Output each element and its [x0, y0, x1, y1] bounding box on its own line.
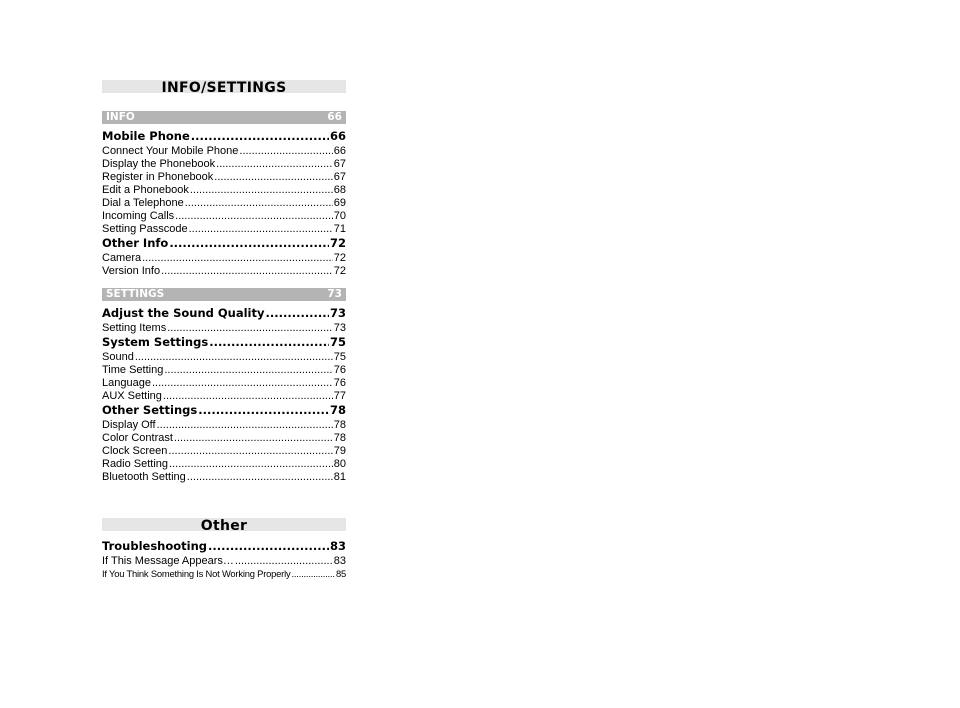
dot-leader	[209, 335, 329, 349]
dot-leader	[185, 197, 333, 209]
dot-leader	[164, 364, 332, 376]
toc-entry[interactable]: AUX Setting ..... 77	[102, 390, 346, 403]
dot-leader	[191, 129, 329, 143]
section-page: 73	[327, 288, 342, 300]
toc-entry[interactable]: Radio Setting ..... 80	[102, 458, 346, 471]
toc-entry[interactable]: Clock Screen ..... 79	[102, 445, 346, 458]
dot-leader	[169, 236, 329, 250]
dot-leader	[239, 145, 332, 157]
toc-title: INFO/SETTINGS	[102, 80, 346, 93]
dot-leader	[208, 539, 329, 553]
toc-entry[interactable]: Language ..... 76	[102, 377, 346, 390]
dot-leader	[214, 171, 332, 183]
dot-leader	[152, 377, 333, 389]
dot-leader	[169, 458, 333, 470]
toc-entry[interactable]: Camera ..... 72	[102, 252, 346, 265]
dot-leader	[168, 445, 332, 457]
toc-entry[interactable]: Display Off ..... 78	[102, 419, 346, 432]
section-bar-settings	[102, 288, 346, 301]
dot-leader	[190, 184, 333, 196]
section-page: 66	[327, 111, 342, 123]
dot-leader	[167, 322, 333, 334]
dot-leader	[157, 419, 333, 431]
toc-entry[interactable]: Sound ..... 75	[102, 351, 346, 364]
dot-leader	[161, 265, 333, 277]
section-bar-info	[102, 111, 346, 124]
dot-leader	[187, 471, 333, 483]
toc-heading-other-info[interactable]: Other Info ..... 72	[102, 236, 346, 252]
dot-leader	[163, 390, 333, 402]
dot-leader	[189, 223, 333, 235]
dot-leader	[266, 306, 329, 320]
dot-leader	[135, 351, 333, 363]
dot-leader	[175, 210, 333, 222]
toc-entry[interactable]: If This Message Appears… ..... 83	[102, 555, 346, 568]
section-label: SETTINGS	[106, 288, 165, 300]
toc-entry[interactable]: If You Think Something Is Not Working Properly ..... 85	[102, 568, 346, 581]
other-title: Other	[102, 518, 346, 531]
dot-leader	[142, 252, 333, 264]
toc-entry[interactable]: Version Info ..... 72	[102, 265, 346, 278]
dot-leader	[174, 432, 333, 444]
toc-entry[interactable]: Bluetooth Setting ..... 81	[102, 471, 346, 484]
toc-heading-troubleshooting[interactable]: Troubleshooting ..... 83	[102, 539, 346, 555]
toc-heading-adjust-sound-quality[interactable]: Adjust the Sound Quality ..... 73	[102, 306, 346, 322]
toc-entry[interactable]: Setting Items ..... 73	[102, 322, 346, 335]
toc-entry[interactable]: Time Setting ..... 76	[102, 364, 346, 377]
toc-entry[interactable]: Dial a Telephone ..... 69	[102, 197, 346, 210]
toc-entry[interactable]: Setting Passcode ..... 71	[102, 223, 346, 236]
toc-entry[interactable]: Connect Your Mobile Phone ..... 66	[102, 145, 346, 158]
toc-entry[interactable]: Color Contrast ..... 78	[102, 432, 346, 445]
toc-entry[interactable]: Display the Phonebook ..... 67	[102, 158, 346, 171]
section-label: INFO	[106, 111, 135, 123]
dot-leader	[216, 158, 333, 170]
table-of-contents	[102, 80, 346, 581]
toc-heading-system-settings[interactable]: System Settings ..... 75	[102, 335, 346, 351]
dot-leader	[291, 568, 334, 579]
dot-leader	[235, 555, 333, 567]
toc-entry[interactable]: Edit a Phonebook ..... 68	[102, 184, 346, 197]
dot-leader	[198, 403, 329, 417]
toc-entry[interactable]: Incoming Calls ..... 70	[102, 210, 346, 223]
toc-heading-mobile-phone[interactable]: Mobile Phone ..... 66	[102, 129, 346, 145]
toc-heading-other-settings[interactable]: Other Settings ..... 78	[102, 403, 346, 419]
toc-entry[interactable]: Register in Phonebook ..... 67	[102, 171, 346, 184]
